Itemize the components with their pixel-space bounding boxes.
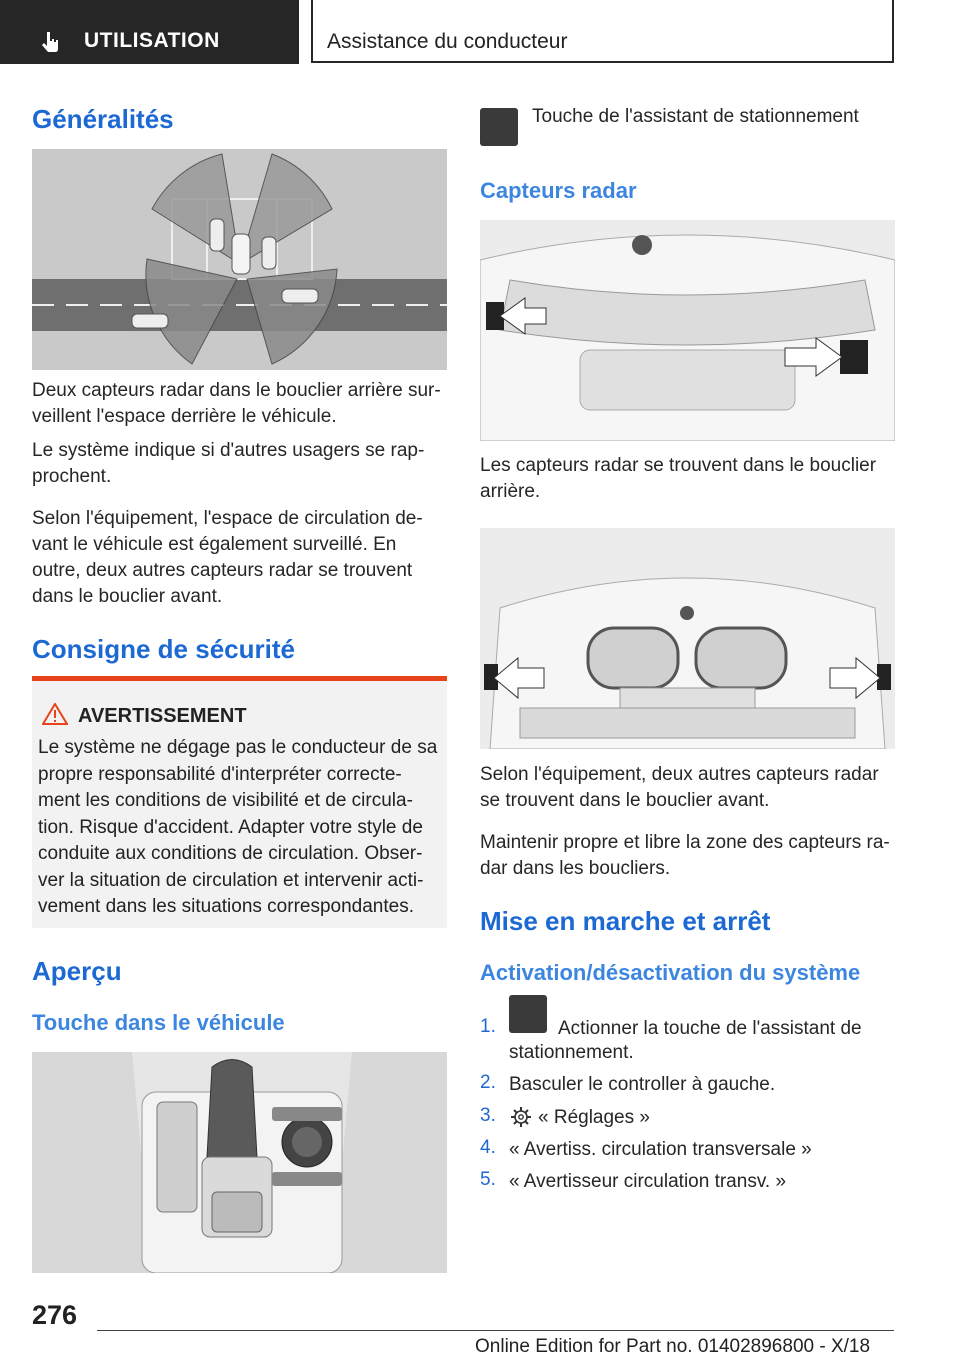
paragraph-rear-sensors: Deux capteurs radar dans le bouclier arrière sur-veillent l'espace derrière le véhicule.	[32, 380, 441, 427]
rear-bumper-illustration	[480, 220, 895, 441]
step-5-text: « Avertisseur circulation transv. »	[509, 1171, 787, 1192]
heading-radar-sensors: Capteurs radar	[480, 178, 637, 203]
edition-note: Online Edition for Part no. 01402896800 - X/18	[475, 1336, 871, 1357]
step-3-text: « Réglages »	[538, 1107, 650, 1128]
step-1-text-cont: stationnement.	[509, 1042, 634, 1063]
step-number-3: 3.	[480, 1105, 496, 1126]
parking-assist-button-icon	[509, 995, 547, 1033]
footer-rule	[97, 1330, 894, 1331]
heading-general: Généralités	[32, 104, 174, 134]
button-caption: Touche de l'assistant de stationnement	[532, 106, 859, 127]
heading-activation: Activation/désactivation du système	[480, 960, 861, 985]
hand-pointer-icon	[40, 30, 62, 54]
step-number-1: 1.	[480, 1016, 496, 1037]
step-number-4: 4.	[480, 1137, 496, 1158]
chapter-tab	[311, 0, 894, 63]
heading-overview: Aperçu	[32, 956, 122, 986]
chapter-title: Assistance du conducteur	[327, 30, 568, 53]
warning-text: Le système ne dégage pas le conducteur de sa propre responsabilité d'interpréter correcte-ment les conditions de visibilité et de circula-tion. Risque d'accident. Adapter votre style de conduite aux conditions de circulation. Obser-ver la situation de circulation et intervenir acti-vement dans les situations correspondantes.	[38, 737, 438, 917]
step-number-5: 5.	[480, 1169, 496, 1190]
center-console-illustration	[32, 1052, 447, 1273]
step-4-text: « Avertiss. circulation transversale »	[509, 1139, 812, 1160]
radar-coverage-illustration	[32, 149, 447, 370]
section-tab	[0, 0, 299, 64]
heading-on-off: Mise en marche et arrêt	[480, 906, 771, 936]
warning-box	[32, 676, 447, 928]
warning-title: AVERTISSEMENT	[78, 705, 247, 727]
paragraph-approach: Le système indique si d'autres usagers se rap-prochent.	[32, 440, 425, 487]
front-bumper-illustration	[480, 528, 895, 749]
section-title: UTILISATION	[84, 29, 220, 52]
parking-assist-button-icon	[480, 108, 518, 146]
paragraph-keep-clean: Maintenir propre et libre la zone des capteurs ra-dar dans les boucliers.	[480, 832, 890, 879]
paragraph-rear-location: Les capteurs radar se trouvent dans le bouclier arrière.	[480, 455, 877, 502]
page-number: 276	[32, 1300, 78, 1330]
heading-safety: Consigne de sécurité	[32, 634, 295, 664]
step-1-text: Actionner la touche de l'assistant de	[558, 1018, 862, 1039]
paragraph-front-location: Selon l'équipement, deux autres capteurs radar se trouvent dans le bouclier avant.	[480, 764, 879, 811]
step-2-text: Basculer le controller à gauche.	[509, 1074, 776, 1095]
warning-triangle-icon	[42, 703, 68, 725]
paragraph-front-sensors: Selon l'équipement, l'espace de circulation de-vant le véhicule est également surveillé. En outre, deux autres capteurs radar se trouvent dans le bouclier avant.	[32, 508, 423, 607]
gear-icon	[510, 1106, 532, 1128]
heading-button-in-vehicle: Touche dans le véhicule	[32, 1010, 285, 1035]
step-number-2: 2.	[480, 1072, 496, 1093]
